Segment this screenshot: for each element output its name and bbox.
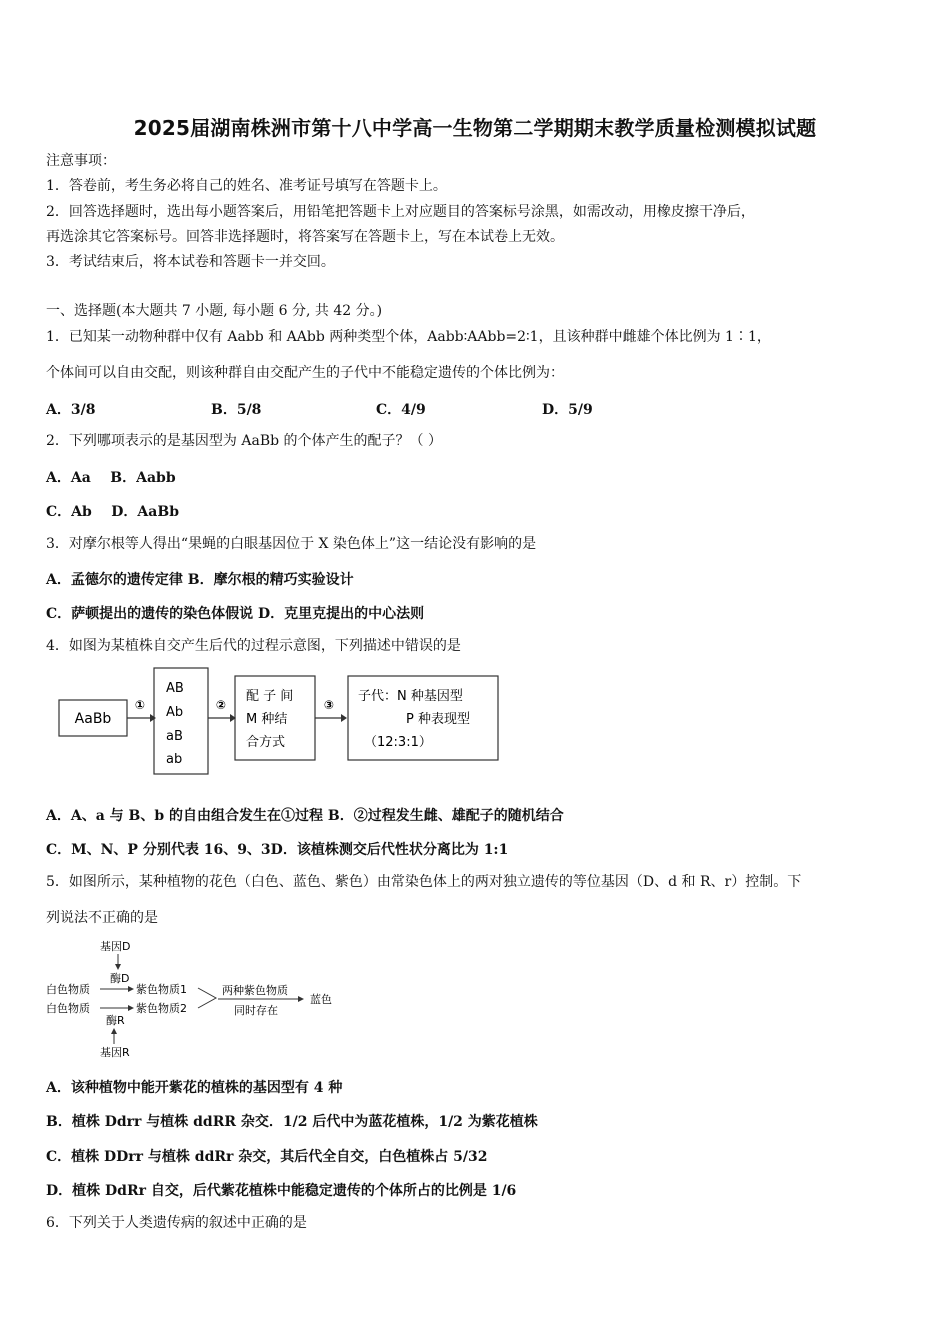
q1-stem-line1: 1．已知某一动物种群中仅有 Aabb 和 AAbb 两种类型个体，Aabb∶AAbb=2∶1，且该种群中雌雄个体比例为 1∶1， <box>46 329 771 345</box>
q5-two-purple-substances: 两种紫色物质 <box>222 984 288 997</box>
q5-white-substance-2: 白色物质 <box>46 1002 90 1015</box>
notice-item-3: 3．考试结束后，将本试卷和答题卡一并交回。 <box>46 254 335 270</box>
q3-options-ab: A．孟德尔的遗传定律 B．摩尔根的精巧实验设计 <box>46 572 354 588</box>
q4-options-cd: C．M、N、P 分别代表 16、9、3D．该植株测交后代性状分离比为 1:1 <box>46 842 509 858</box>
q5-purple-substance-1: 紫色物质1 <box>136 983 187 996</box>
q5-blue-label: 蓝色 <box>310 993 332 1006</box>
q1-option-b: B．5/8 <box>211 402 262 418</box>
q4-gamete-4: ab <box>166 752 183 767</box>
q4-gamete-3: aB <box>166 729 183 744</box>
q4-offspring-line3: （12:3:1） <box>364 735 432 750</box>
q4-step3-label: ③ <box>323 698 335 712</box>
q5-white-substance-1: 白色物质 <box>46 983 90 996</box>
q2-stem: 2．下列哪项表示的是基因型为 AaBb 的个体产生的配子？（ ） <box>46 433 442 449</box>
q5-enzyme-d: 酶D <box>110 972 130 985</box>
q4-process-diagram <box>56 664 506 779</box>
q1-option-d: D．5/9 <box>542 402 593 418</box>
q4-combo-line3: 合方式 <box>246 735 286 750</box>
q1-stem-line2: 个体间可以自由交配，则该种群自由交配产生的子代中不能稳定遗传的个体比例为： <box>46 365 564 381</box>
notice-item-2: 2．回答选择题时，选出每小题答案后，用铅笔把答题卡上对应题目的答案标号涂黑，如需改动，用橡皮擦干净后， <box>46 204 755 220</box>
q5-option-c: C．植株 DDrr 与植株 ddRr 杂交，其后代全自交，白色植株占 5/32 <box>46 1149 488 1165</box>
q4-step1-label: ① <box>134 698 146 712</box>
q4-offspring-line1: 子代：N 种基因型 <box>358 689 463 704</box>
page-title: 2025届湖南株洲市第十八中学高一生物第二学期期末教学质量检测模拟试题 <box>133 116 817 140</box>
q4-options-ab: A．A、a 与 B、b 的自由组合发生在①过程 B．②过程发生雌、雄配子的随机结合 <box>46 808 564 824</box>
q4-step2-label: ② <box>215 698 227 712</box>
q4-combo-line2: M 种结 <box>246 712 288 727</box>
q5-stem-line2: 列说法不正确的是 <box>46 910 158 926</box>
q3-stem: 3．对摩尔根等人得出“果蝇的白眼基因位于 X 染色体上”这一结论没有影响的是 <box>46 536 537 552</box>
q4-parent-genotype: AaBb <box>74 711 112 727</box>
notice-heading: 注意事项： <box>46 153 116 169</box>
q5-gene-r: 基因R <box>100 1046 130 1059</box>
q5-gene-d: 基因D <box>100 940 131 953</box>
q2-options-ab: A．Aa B．Aabb <box>46 470 176 486</box>
q5-option-d: D．植株 DdRr 自交，后代紫花植株中能稳定遗传的个体所占的比例是 1/6 <box>46 1183 517 1199</box>
notice-item-2-cont: 再选涂其它答案标号。回答非选择题时，将答案写在答题卡上，写在本试卷上无效。 <box>46 229 564 245</box>
q4-offspring-line2: P 种表现型 <box>406 712 470 727</box>
notice-item-1: 1．答卷前，考生务必将自己的姓名、准考证号填写在答题卡上。 <box>46 178 447 194</box>
q4-stem: 4．如图为某植株自交产生后代的过程示意图，下列描述中错误的是 <box>46 638 461 654</box>
q5-coexist-label: 同时存在 <box>234 1004 278 1017</box>
q1-option-c: C．4/9 <box>376 402 426 418</box>
q2-options-cd: C．Ab D．AaBb <box>46 504 179 520</box>
q6-stem: 6．下列关于人类遗传病的叙述中正确的是 <box>46 1215 307 1231</box>
q4-gamete-2: Ab <box>166 705 184 720</box>
section-heading: 一、选择题(本大题共 7 小题, 每小题 6 分, 共 42 分。) <box>46 303 383 319</box>
q1-option-a: A．3/8 <box>46 402 96 418</box>
q5-option-b: B．植株 Ddrr 与植株 ddRR 杂交．1/2 后代中为蓝花植株，1/2 为紫花植株 <box>46 1114 538 1130</box>
q5-pathway-diagram <box>44 936 344 1062</box>
q4-combo-line1: 配 子 间 <box>246 689 294 704</box>
q3-options-cd: C．萨顿提出的遗传的染色体假说 D．克里克提出的中心法则 <box>46 606 425 622</box>
q4-gamete-1: AB <box>166 681 184 696</box>
q5-stem-line1: 5．如图所示，某种植物的花色（白色、蓝色、紫色）由常染色体上的两对独立遗传的等位基因（D、d 和 R、r）控制。下 <box>46 874 802 890</box>
q5-enzyme-r: 酶R <box>106 1014 125 1027</box>
q5-option-a: A．该种植物中能开紫花的植株的基因型有 4 种 <box>46 1080 343 1096</box>
q5-purple-substance-2: 紫色物质2 <box>136 1002 187 1015</box>
